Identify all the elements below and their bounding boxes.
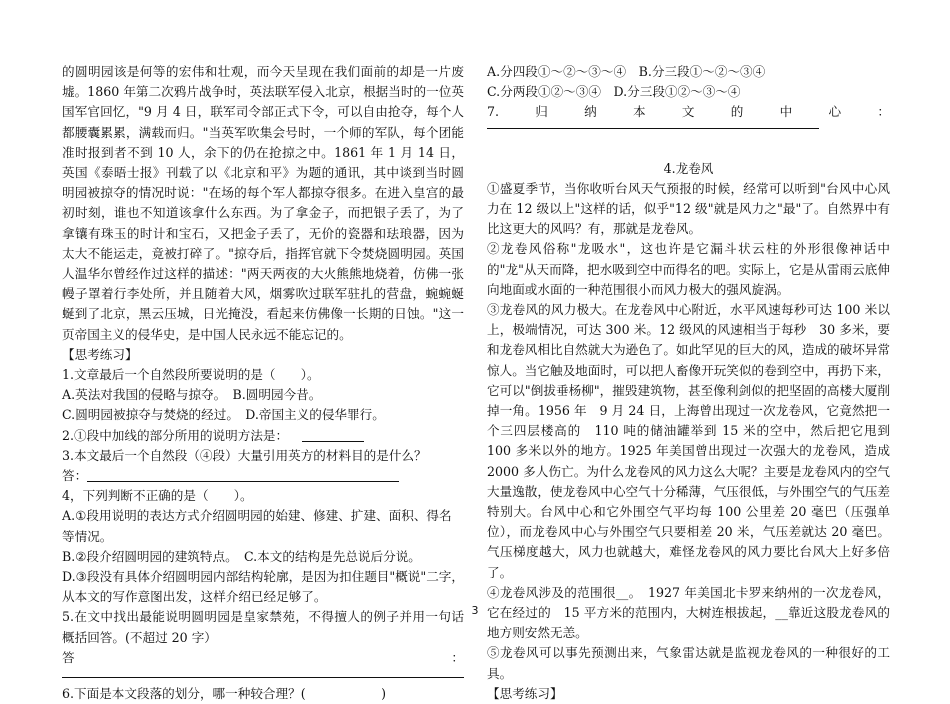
question-5: 5.在文中找出最能说明圆明园是皇家禁苑，不得擅人的例子并用一句话概括回答。(不超过 20 字）	[62, 609, 464, 645]
question-7-char: 纳	[584, 104, 597, 120]
question-7-char: 归	[535, 104, 548, 120]
answer-colon: ：	[451, 649, 464, 665]
question-7	[487, 102, 890, 122]
exercise-heading: 【思考练习】	[487, 685, 563, 701]
question-3-answer	[62, 466, 464, 486]
question-7-char: 中	[779, 104, 793, 120]
exercise-heading: 【思考练习】	[62, 346, 138, 362]
answer-label: 答：	[62, 468, 88, 484]
question-6-options-cd: C.分两段①②～③④ D.分三段①②～③～④	[487, 84, 741, 100]
answer-label: 答	[62, 649, 75, 665]
question-6-options-ab: A.分四段①～②～③～④ B.分三段①～②～③④	[487, 64, 766, 79]
tornado-paragraph-2: ②龙卷风俗称"龙吸水"，这也许是它漏斗状云柱的外形很像神话中的"龙"从天而降，把水吸到空中而得名的吧。实际上，它是从雷雨云底伸向地面或水面的一种范围很小而风力极大的强风旋涡。	[487, 241, 890, 297]
tornado-paragraph-3: ③龙卷风的风力极大。在龙卷风中心附近，水平风速每秒可达 100 米以上，极端情况，可达 300 米。12 级风的风速相当于每秒 30 多米，要和龙卷风相比自然就大为逊色了。如此罕见的巨大的风，造成的破坏异常惊人。当它触及地面时，可以把人畜像开玩笑似的卷到空中，再扔下来，它可以"倒拔垂杨柳"，摧毁建筑物，甚至像利剑似的把坚固的高楼大厦削掉一角。1956 年 9 月 24 日，上海曾出现过一次龙卷风，它竟然把一个三四层楼高的 110 吨的储油罐举到 15 米的空中，然后把它甩到 100 多米以外的地方。1925 年美国曾出现过一次强大的龙卷风，造成 2000 多人伤亡。为什么龙卷风的风力这么大呢？主要是龙卷风内的空气大量逸散，使龙卷风中心空气十分稀薄，气压很低，与外围空气的气压差特别大。台风中心和它外围空气平均每 100 公里差 20 毫巴（压强单位），而龙卷风中心与外围空气只要相差 20 米，气压差就达 20 毫巴。气压梯度越大，风力也就越大，难怪龙卷风的风力要比台风大上好多倍了。	[487, 302, 890, 580]
question-2-text: 2.①段中加线的部分所用的说明方法是：	[62, 427, 289, 443]
question-7-char: 文	[681, 104, 695, 120]
question-7-char: 的	[730, 104, 744, 120]
question-4: 4，下列判断不正确的是（ ）。	[62, 488, 253, 504]
question-1: 1.文章最后一个自然段所要说明的是（ ）。	[62, 367, 320, 383]
question-3: 3.本文最后一个自然段（④段）大量引用英方的材料目的是什么？	[62, 447, 427, 463]
answer-line[interactable]	[487, 127, 819, 129]
tornado-paragraph-5: ⑤龙卷风可以事先预测出来，气象雷达就是监视龙卷风的一种很好的工具。	[487, 645, 890, 681]
question-4-option-a: A.①段用说明的表达方式介绍圆明园的始建、修建、扩建、面积、得名等情况。	[62, 508, 452, 544]
question-2	[62, 426, 464, 446]
answer-line[interactable]	[87, 467, 399, 482]
question-5-answer	[62, 648, 464, 668]
article-title: 4.龙卷风	[663, 160, 714, 176]
question-7-char: 心	[828, 104, 842, 120]
tornado-paragraph-1: ①盛夏季节，当你收听台风天气预报的时候，经常可以听到"台风中心风力在 12 级以上"这样的话，似乎"12 级"就是风力之"最"了。自然界中有比这更大的风吗？有，那就是龙卷风。	[487, 180, 890, 237]
question-6: 6.下面是本文段落的划分，哪一种较合理？( )	[62, 686, 387, 702]
article-paragraph-4: 的圆明园该是何等的宏伟和壮观，而今天呈现在我们面前的却是一片废墟。1860 年第二次鸦片战争时，英法联军侵入北京，根据当时的一位英国军官回忆，"9 月 4 日，联军司令部正式下令，可以自由抢夺，每个人都腰囊累累，满载而归。"当英军吹集会号时，一个师的军队，每个团能准时报到者不到 10 人，余下的仍在抢掠之中。1861 年 1 月 14 日，英国《泰晤士报》刊载了以《北京和平》为题的通讯，其中谈到当时圆明园被掠夺的情况时说："在场的每个军人都掠夺很多。在进入皇宫的最初时刻，谁也不知道该拿什么东西。为了拿金子，而把银子丢了，为了拿镶有珠玉的时计和宝石，又把金子丢了，无价的瓷器和珐琅器，因为太大不能运走，竟被打碎了。"掠夺后，指挥官就下令焚烧圆明园。英国人温华尔曾经作过这样的描述："两天两夜的大火熊熊地烧着，仿佛一张幔子罩着行李处所，并且随着大风，烟雾吹过联军驻扎的营盘，蜿蜿蜒蜒到了北京，黑云压城，日光掩没，看起来仿佛像一长期的日蚀。"这一页帝国主义的侵华史，是中国人民永远不能忘记的。	[62, 64, 464, 342]
question-7-char: ：	[877, 104, 890, 120]
question-7-char: 本	[633, 104, 646, 120]
question-1-options-ab: A.英法对我国的侵略与掠夺。 B.圆明园今昔。	[62, 387, 322, 403]
answer-blank[interactable]	[302, 427, 364, 442]
page-number: 3	[471, 604, 479, 617]
answer-line[interactable]	[62, 676, 464, 678]
question-4-option-bc: B.②段介绍圆明园的建筑特点。 C.本文的结构是先总说后分说。	[62, 548, 421, 564]
question-4-option-d: D.③段没有具体介绍圆明园内部结构轮廓，是因为扣住题目"概说"二字，从本文的写作意图出发，这样介绍已经足够了。	[62, 569, 464, 605]
question-7-char: 7.	[487, 104, 500, 120]
question-1-options-cd: C.圆明园被掠夺与焚烧的经过。 D.帝国主义的侵华罪行。	[62, 407, 385, 423]
tornado-paragraph-4: ④龙卷风涉及的范围很__。 1927 年美国北卡罗来纳州的一次龙卷风，它在经过的 15 平方米的范围内，大树连根拔起，__靠近这股龙卷风的地方则安然无恙。	[487, 584, 890, 641]
